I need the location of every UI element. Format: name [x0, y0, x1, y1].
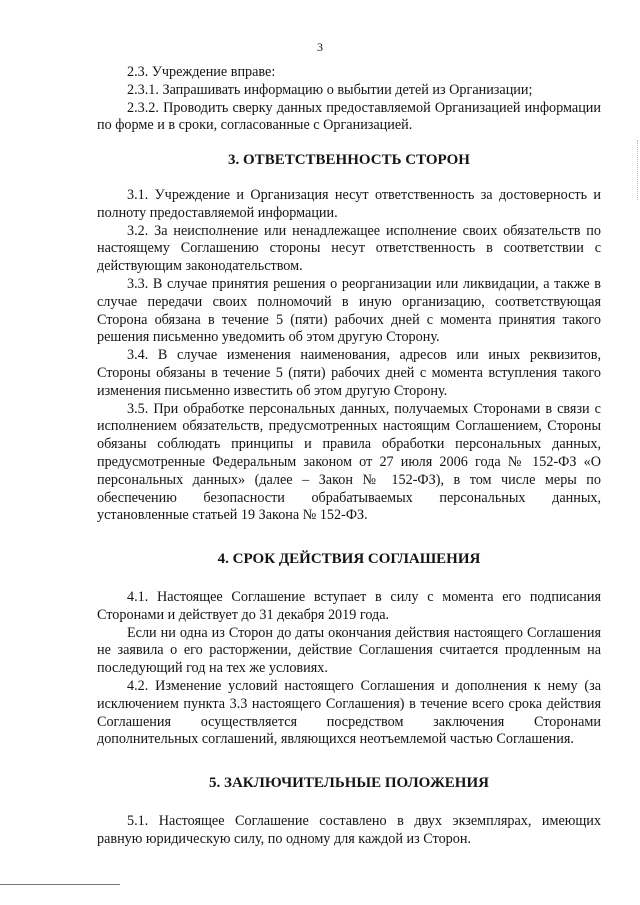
section-4-heading: 4. СРОК ДЕЙСТВИЯ СОГЛАШЕНИЯ [217, 551, 481, 568]
scan-edge-marks [635, 140, 638, 200]
clause-3-1: 3.1. Учреждение и Организация несут ответственность за достоверность и полноту предоставляемой информации. [97, 186, 601, 221]
clause-3-3: 3.3. В случае принятия решения о реорганизации или ликвидации, а также в случае передачи своих полномочий в иную организацию, соответствующая Сторона обязана в течение 5 (пяти) рабочих дней с момента принятия такого решения письменно уведомить об этом другую Сторону. [97, 275, 601, 346]
clause-4-1: 4.1. Настоящее Соглашение вступает в силу с момента его подписания Сторонами и действует до 31 декабря 2019 года. [97, 588, 601, 623]
clause-2-3: 2.3. Учреждение вправе: [127, 64, 276, 80]
clause-4-1-continuation: Если ни одна из Сторон до даты окончания действия настоящего Соглашения не заявила о его расторжении, действие Соглашения считается продленным на последующий год на тех же условиях. [97, 624, 601, 677]
clause-5-1: 5.1. Настоящее Соглашение составлено в двух экземплярах, имеющих равную юридическую силу, по одному для каждой из Сторон. [97, 812, 601, 847]
footer-rule [0, 884, 120, 885]
section-3-heading: 3. ОТВЕТСТВЕННОСТЬ СТОРОН [228, 152, 470, 169]
clause-3-4: 3.4. В случае изменения наименования, адресов или иных реквизитов, Стороны обязаны в течение 5 (пяти) рабочих дней с момента вступления такого изменения письменно известить об этом другую Сторону. [97, 347, 601, 399]
clause-4-2: 4.2. Изменение условий настоящего Соглашения и дополнения к нему (за исключением пункта 3.3 настоящего Соглашения) в течение всего срока действия Соглашения осуществляется посредством заключения Сторонами дополнительных соглашений, являющихся неотъемлемой частью Соглашения. [97, 677, 601, 748]
document-body [97, 64, 601, 848]
page-number: 3 [317, 40, 323, 54]
clause-2-3-1: 2.3.1. Запрашивать информацию о выбытии детей из Организации; [127, 81, 533, 98]
clause-3-2: 3.2. За неисполнение или ненадлежащее исполнение своих обязательств по настоящему Соглашению стороны несут ответственность в соответствии с действующим законодательством. [97, 222, 601, 275]
section-5-heading: 5. ЗАКЛЮЧИТЕЛЬНЫЕ ПОЛОЖЕНИЯ [209, 775, 489, 792]
clause-2-3-2: 2.3.2. Проводить сверку данных предоставляемой Организацией информации по форме и в сроки, согласованные с Организацией. [97, 99, 601, 134]
clause-3-5: 3.5. При обработке персональных данных, получаемых Сторонами в связи с исполнением обязательств, предусмотренных настоящим Соглашением, Стороны обязаны соблюдать принципы и правила обработки персональных данных, предусмотренные Федеральным законом от 27 июля 2006 года № 152-ФЗ «О персональных данных» (далее – Закон № 152-ФЗ), в том числе меры по обеспечению безопасности обрабатываемых персональных данных, установленные статьей 19 Закона № 152-ФЗ. [97, 400, 601, 524]
